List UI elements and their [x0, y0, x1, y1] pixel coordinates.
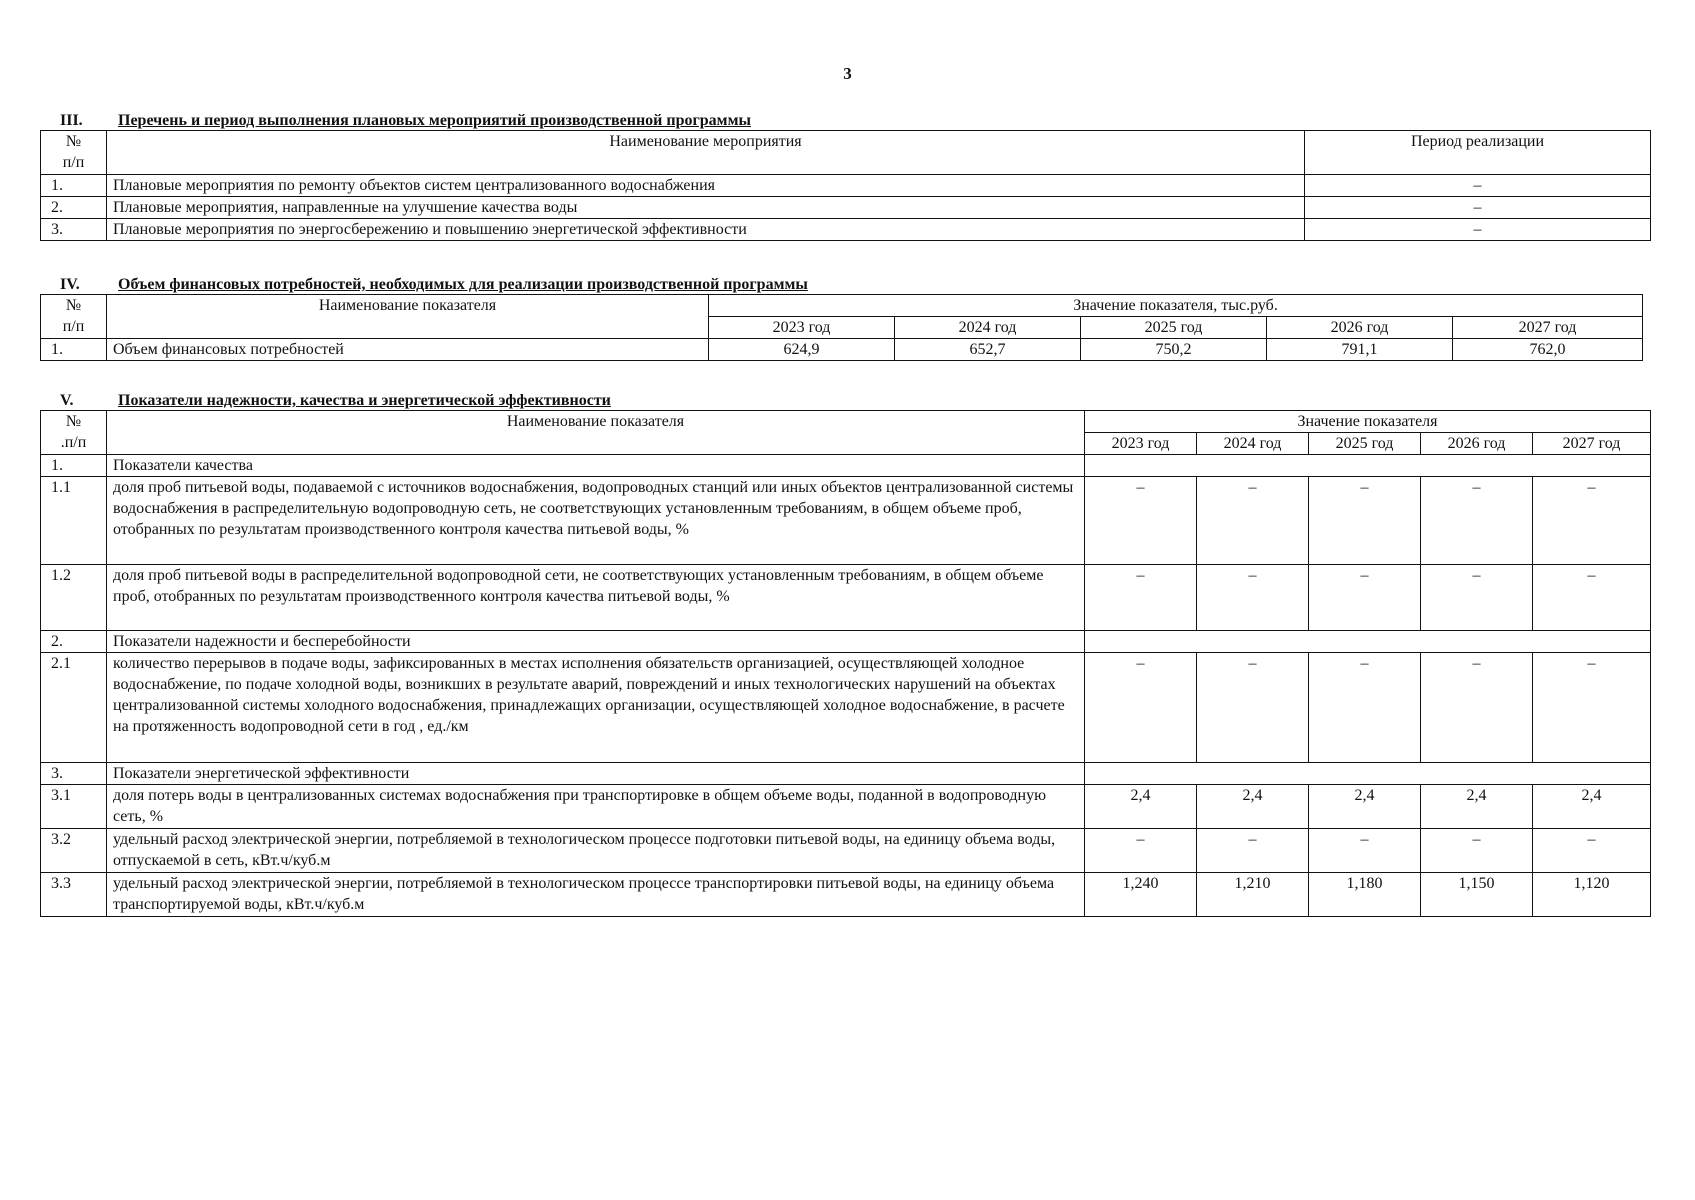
- row-num: 2.: [41, 631, 107, 653]
- row-activity: Плановые мероприятия, направленные на улучшение качества воды: [107, 197, 1305, 219]
- table-row: [41, 477, 1651, 565]
- row-num: 3.2: [41, 829, 107, 873]
- row-num: 1.1: [41, 477, 107, 565]
- section-3: [40, 112, 1650, 241]
- group-row: [41, 631, 1651, 653]
- col-header-year: 2026 год: [1421, 433, 1533, 455]
- section-3-title: [40, 112, 1650, 130]
- section-4-heading: Объем финансовых потребностей, необходимых для реализации производственной программы: [118, 276, 808, 293]
- table-row: [41, 653, 1651, 763]
- col-header-num: № п/п: [41, 131, 107, 175]
- group-row: [41, 455, 1651, 477]
- row-period: –: [1305, 197, 1651, 219]
- col-header-value: Значение показателя: [1085, 411, 1651, 433]
- row-value: –: [1197, 565, 1309, 631]
- row-indicator: количество перерывов в подаче воды, зафиксированных в местах исполнения обязательств организацией, осуществляющей холодное водоснабжение, по подаче холодной воды, возникших в результате аварий, повреждений и иных технологических нарушений на объектах централизованной системы холодного водоснабжения, принадлежащих организации, осуществляющей холодное водоснабжение, в расчете на протяженность водопроводной сети в год , ед./км: [107, 653, 1085, 763]
- page-number: 3: [843, 64, 852, 83]
- row-value: –: [1197, 829, 1309, 873]
- row-empty: [1085, 631, 1651, 653]
- row-activity: Плановые мероприятия по энергосбережению и повышению энергетической эффективности: [107, 219, 1305, 241]
- col-header-num: № п/п: [41, 295, 107, 339]
- row-num: 2.: [41, 197, 107, 219]
- col-header-year: 2024 год: [895, 317, 1081, 339]
- table-row: [41, 197, 1651, 219]
- table-row: [41, 565, 1651, 631]
- col-header-year: 2027 год: [1453, 317, 1643, 339]
- row-value: –: [1309, 653, 1421, 763]
- row-value: –: [1197, 477, 1309, 565]
- row-value: 624,9: [709, 339, 895, 361]
- section-4-title: [40, 276, 1642, 294]
- row-value: –: [1085, 477, 1197, 565]
- col-header-indicator: Наименование показателя: [107, 295, 709, 339]
- row-value: –: [1421, 829, 1533, 873]
- row-activity: Плановые мероприятия по ремонту объектов систем централизованного водоснабжения: [107, 175, 1305, 197]
- row-indicator: Показатели энергетической эффективности: [107, 763, 1085, 785]
- row-indicator: Показатели качества: [107, 455, 1085, 477]
- row-value: 652,7: [895, 339, 1081, 361]
- row-value: –: [1421, 477, 1533, 565]
- row-num: 3.1: [41, 785, 107, 829]
- row-indicator: Показатели надежности и бесперебойности: [107, 631, 1085, 653]
- row-value: 2,4: [1309, 785, 1421, 829]
- row-num: 1.: [41, 455, 107, 477]
- row-value: –: [1309, 565, 1421, 631]
- row-value: 762,0: [1453, 339, 1643, 361]
- row-value: –: [1197, 653, 1309, 763]
- col-header-year: 2025 год: [1081, 317, 1267, 339]
- row-value: –: [1533, 653, 1651, 763]
- row-indicator: доля потерь воды в централизованных системах водоснабжения при транспортировке в общем объеме воды, поданной в водопроводную сеть, %: [107, 785, 1085, 829]
- row-empty: [1085, 763, 1651, 785]
- row-indicator: удельный расход электрической энергии, потребляемой в технологическом процессе транспортировки питьевой воды, на единицу объема транспортируемой воды, кВт.ч/куб.м: [107, 873, 1085, 917]
- indicators-table: [40, 410, 1651, 917]
- group-row: [41, 763, 1651, 785]
- row-num: 1.: [41, 339, 107, 361]
- row-value: 1,210: [1197, 873, 1309, 917]
- col-header-period: Период реализации: [1305, 131, 1651, 175]
- row-value: –: [1309, 477, 1421, 565]
- section-5: [40, 392, 1650, 917]
- row-value: 2,4: [1085, 785, 1197, 829]
- section-3-heading: Перечень и период выполнения плановых мероприятий производственной программы: [118, 112, 751, 129]
- row-value: –: [1085, 829, 1197, 873]
- col-header-year: 2027 год: [1533, 433, 1651, 455]
- col-header-value: Значение показателя, тыс.руб.: [709, 295, 1643, 317]
- row-value: –: [1085, 653, 1197, 763]
- table-row: [41, 219, 1651, 241]
- section-3-number: III.: [60, 112, 83, 129]
- row-value: 2,4: [1533, 785, 1651, 829]
- row-value: 2,4: [1421, 785, 1533, 829]
- row-indicator: доля проб питьевой воды, подаваемой с источников водоснабжения, водопроводных станций или иных объектов централизованной системы водоснабжения в распределительную водопроводную сеть, не соответствующих установленным требованиям, в общем объеме проб, отобранных по результатам производственного контроля качества питьевой воды, %: [107, 477, 1085, 565]
- col-header-year: 2024 год: [1197, 433, 1309, 455]
- row-value: 1,120: [1533, 873, 1651, 917]
- table-row: [41, 339, 1643, 361]
- row-indicator: удельный расход электрической энергии, потребляемой в технологическом процессе подготовки питьевой воды, на единицу объема воды, отпускаемой в сеть, кВт.ч/куб.м: [107, 829, 1085, 873]
- section-5-number: V.: [60, 392, 74, 409]
- row-num: 3.: [41, 763, 107, 785]
- activities-table: [40, 130, 1651, 241]
- col-header-num: № .п/п: [41, 411, 107, 455]
- section-4: [40, 276, 1642, 361]
- row-num: 1.: [41, 175, 107, 197]
- row-num: 1.2: [41, 565, 107, 631]
- col-header-year: 2026 год: [1267, 317, 1453, 339]
- row-indicator: Объем финансовых потребностей: [107, 339, 709, 361]
- row-value: –: [1421, 565, 1533, 631]
- col-header-year: 2023 год: [709, 317, 895, 339]
- row-value: –: [1085, 565, 1197, 631]
- col-header-year: 2025 год: [1309, 433, 1421, 455]
- financial-needs-table: [40, 294, 1643, 361]
- row-value: –: [1533, 565, 1651, 631]
- table-row: [41, 873, 1651, 917]
- col-header-indicator: Наименование показателя: [107, 411, 1085, 455]
- row-value: 750,2: [1081, 339, 1267, 361]
- table-row: [41, 829, 1651, 873]
- row-period: –: [1305, 219, 1651, 241]
- row-value: 1,150: [1421, 873, 1533, 917]
- row-value: 2,4: [1197, 785, 1309, 829]
- col-header-year: 2023 год: [1085, 433, 1197, 455]
- row-period: –: [1305, 175, 1651, 197]
- col-header-activity: Наименование мероприятия: [107, 131, 1305, 175]
- row-value: –: [1309, 829, 1421, 873]
- row-num: 2.1: [41, 653, 107, 763]
- row-value: 1,240: [1085, 873, 1197, 917]
- section-5-title: [40, 392, 1650, 410]
- row-num: 3.3: [41, 873, 107, 917]
- row-value: –: [1533, 477, 1651, 565]
- row-value: 791,1: [1267, 339, 1453, 361]
- section-4-number: IV.: [60, 276, 80, 293]
- row-value: –: [1421, 653, 1533, 763]
- table-row: [41, 175, 1651, 197]
- row-value: –: [1533, 829, 1651, 873]
- section-5-heading: Показатели надежности, качества и энергетической эффективности: [118, 392, 611, 409]
- row-empty: [1085, 455, 1651, 477]
- table-row: [41, 785, 1651, 829]
- row-value: 1,180: [1309, 873, 1421, 917]
- row-num: 3.: [41, 219, 107, 241]
- row-indicator: доля проб питьевой воды в распределительной водопроводной сети, не соответствующих установленным требованиям, в общем объеме проб, отобранных по результатам производственного контроля качества питьевой воды, %: [107, 565, 1085, 631]
